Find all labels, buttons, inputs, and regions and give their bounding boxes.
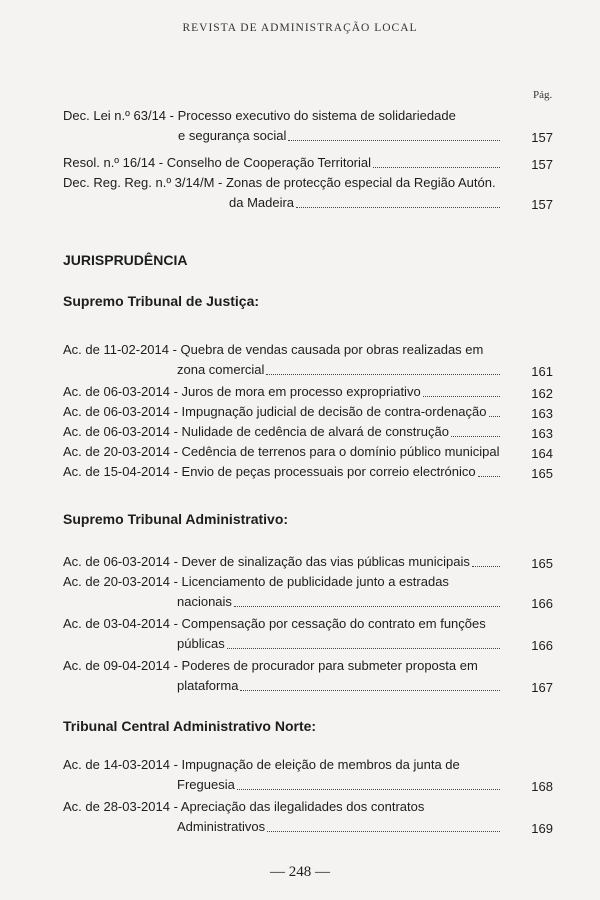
court-section-heading: Supremo Tribunal Administrativo: [63, 511, 289, 527]
running-header: REVISTA DE ADMINISTRAÇÃO LOCAL [182, 22, 418, 34]
entry-text: Ac. de 06-03-2014 - Nulidade de cedência de alvará de construção [63, 424, 449, 439]
entry-text: Ac. de 06-03-2014 - Impugnação judicial de decisão de contra-ordenação [63, 404, 487, 419]
dot-leader [267, 831, 500, 832]
entry-text: Dec. Lei n.º 63/14 - Processo executivo do sistema de solidariedade [63, 108, 456, 123]
toc-entry [63, 340, 553, 380]
entry-text: Ac. de 06-03-2014 - Dever de sinalização das vias públicas municipais [63, 554, 470, 569]
entry-text: Resol. n.º 16/14 - Conselho de Cooperação Territorial [63, 155, 372, 170]
toc-entry [63, 572, 553, 612]
dot-leader [296, 207, 500, 208]
entry-page-number: 157 [531, 157, 553, 172]
toc-entry [63, 402, 553, 422]
dot-leader [227, 648, 500, 649]
toc-entry [63, 462, 553, 482]
entry-text: e segurança social [63, 128, 286, 143]
entry-page-number: 157 [531, 197, 553, 212]
entry-text: Ac. de 15-04-2014 - Envio de peças processuais por correio electrónico [63, 464, 476, 479]
entry-page-number: 157 [531, 130, 553, 145]
dot-leader [423, 396, 500, 397]
entry-page-number: 169 [531, 821, 553, 836]
entry-text: Ac. de 14-03-2014 - Impugnação de eleição de membros da junta de [63, 757, 460, 772]
court-section-heading: Tribunal Central Administrativo Norte: [63, 718, 317, 734]
dot-leader [451, 436, 500, 437]
toc-line [63, 775, 553, 795]
entry-text: Ac. de 09-04-2014 - Poderes de procurador para submeter proposta em [63, 658, 478, 673]
dot-leader [237, 789, 500, 790]
toc-line [63, 360, 553, 380]
toc-entry [63, 552, 553, 572]
entry-text: Ac. de 03-04-2014 - Compensação por cessação do contrato em funções [63, 616, 486, 631]
entry-page-number: 166 [531, 638, 553, 653]
entry-text: plataforma [63, 678, 238, 693]
toc-entry [63, 797, 553, 837]
toc-line [63, 462, 553, 482]
toc-line [63, 382, 553, 402]
toc-line [63, 572, 553, 592]
toc-entry [63, 656, 553, 696]
entry-text: públicas [63, 636, 225, 651]
toc-entry [63, 614, 553, 654]
entry-page-number: 168 [531, 779, 553, 794]
entry-text: Ac. de 20-03-2014 - Cedência de terrenos para o domínio público municipal [63, 444, 500, 459]
toc-line [63, 422, 553, 442]
toc-line [63, 442, 553, 462]
dot-leader [240, 690, 500, 691]
dot-leader [472, 566, 500, 567]
toc-entry [63, 153, 553, 173]
jurisprudencia-heading: JURISPRUDÊNCIA [63, 252, 188, 268]
toc-line [63, 797, 553, 817]
entry-text: Freguesia [63, 777, 235, 792]
entry-page-number: 162 [531, 386, 553, 401]
toc-line [63, 676, 553, 696]
entry-page-number: 165 [531, 556, 553, 571]
entry-page-number: 163 [531, 406, 553, 421]
entry-text: Dec. Reg. Reg. n.º 3/14/M - Zonas de protecção especial da Região Autón. [63, 175, 496, 190]
entry-text: zona comercial [63, 362, 264, 377]
dot-leader [288, 140, 500, 141]
toc-line [63, 193, 553, 213]
dot-leader [373, 167, 500, 168]
toc-line [63, 153, 553, 173]
dot-leader [478, 476, 500, 477]
entry-text: nacionais [63, 594, 232, 609]
toc-line [63, 755, 553, 775]
entry-page-number: 163 [531, 426, 553, 441]
toc-entry [63, 382, 553, 402]
entry-text: Ac. de 28-03-2014 - Apreciação das ilegalidades dos contratos [63, 799, 425, 814]
toc-line [63, 126, 553, 146]
entry-text: Ac. de 06-03-2014 - Juros de mora em processo expropriativo [63, 384, 421, 399]
toc-line [63, 614, 553, 634]
entry-page-number: 165 [531, 466, 553, 481]
entry-page-number: 166 [531, 596, 553, 611]
entry-text: Ac. de 20-03-2014 - Licenciamento de publicidade junto a estradas [63, 574, 449, 589]
dot-leader [234, 606, 500, 607]
entry-text: Administrativos [63, 819, 265, 834]
toc-entry [63, 106, 553, 146]
toc-line [63, 817, 553, 837]
page-column-label: Pág. [533, 89, 553, 101]
toc-entry [63, 442, 553, 462]
dot-leader [489, 416, 500, 417]
toc-entry [63, 173, 553, 213]
entry-page-number: 167 [531, 680, 553, 695]
toc-line [63, 656, 553, 676]
toc-line [63, 106, 553, 126]
toc-line [63, 552, 553, 572]
toc-line [63, 634, 553, 654]
entry-page-number: 164 [531, 446, 553, 461]
toc-entry [63, 755, 553, 795]
entry-text: Ac. de 11-02-2014 - Quebra de vendas causada por obras realizadas em [63, 342, 484, 357]
dot-leader [266, 374, 500, 375]
toc-line [63, 592, 553, 612]
toc-entry [63, 422, 553, 442]
entry-page-number: 161 [531, 364, 553, 379]
toc-line [63, 402, 553, 422]
entry-text: da Madeira [63, 195, 294, 210]
court-section-heading: Supremo Tribunal de Justiça: [63, 293, 260, 309]
page-number: — 248 — [270, 864, 330, 880]
toc-line [63, 340, 553, 360]
toc-line [63, 173, 553, 193]
